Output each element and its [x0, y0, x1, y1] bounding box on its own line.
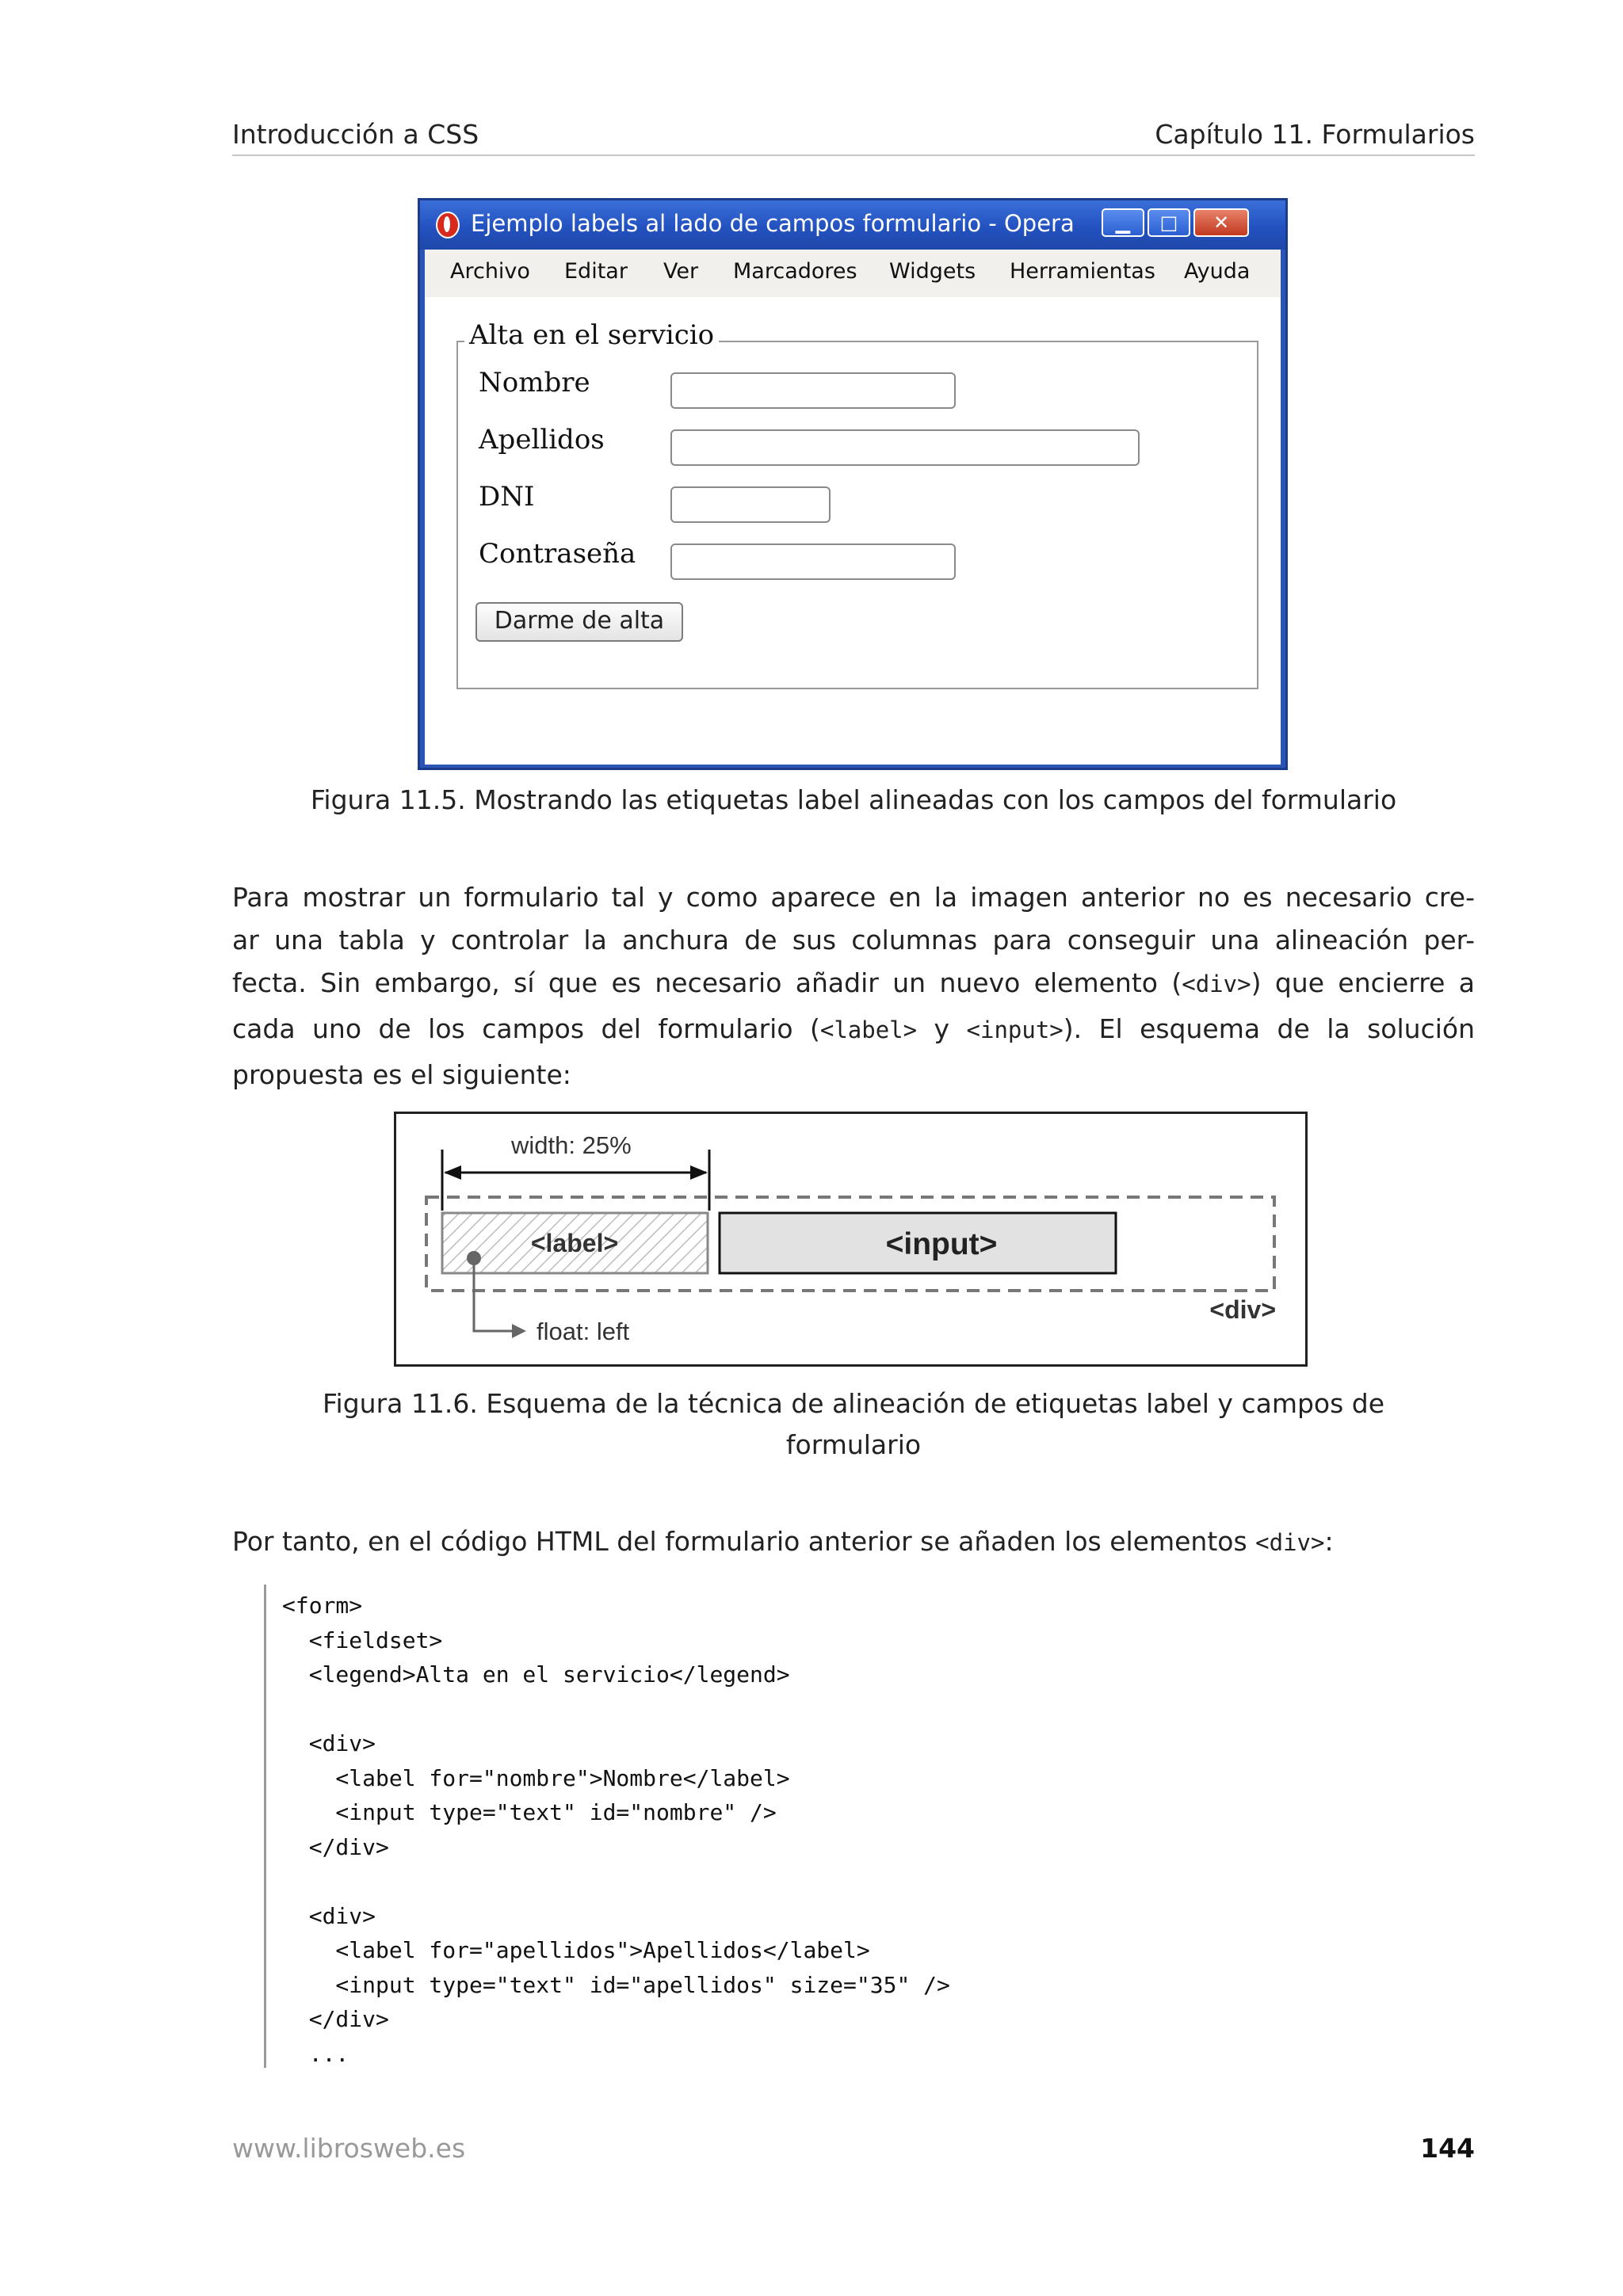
- float-label: float: left: [537, 1318, 630, 1345]
- menu-archivo[interactable]: Archivo: [450, 259, 530, 284]
- menu-marcadores[interactable]: Marcadores: [733, 259, 857, 284]
- label-box-text: <label>: [530, 1229, 619, 1257]
- label-contrasena: Contraseña: [479, 538, 636, 570]
- opera-window-figure: [418, 198, 1288, 770]
- text-run: Por tanto, en el código HTML del formulario anterior se añaden los elementos: [232, 1526, 1256, 1557]
- header-divider: [232, 154, 1475, 156]
- input-apellidos[interactable]: [670, 429, 1140, 466]
- input-contrasena[interactable]: [670, 543, 956, 580]
- figure-11-6-caption-line1: Figura 11.6. Esquema de la técnica de alineación de etiquetas label y campos de: [322, 1388, 1385, 1419]
- code-line: [282, 1864, 950, 1899]
- paragraph-line: Para mostrar un formulario tal y como aparece en la imagen anterior no es necesario cre-: [232, 882, 1475, 913]
- text-run: cada uno de los campos del formulario (: [232, 1013, 820, 1044]
- code-line: <input type="text" id="apellidos" size="35" />: [282, 1971, 950, 1998]
- text-run: y: [917, 1013, 967, 1044]
- code-line: ...: [282, 2040, 349, 2067]
- text-run: ). El esquema de la solución: [1063, 1013, 1475, 1044]
- code-line: <form>: [282, 1592, 363, 1619]
- label-apellidos: Apellidos: [479, 424, 605, 456]
- code-line: <fieldset>: [282, 1627, 443, 1653]
- inline-code: <input>: [966, 1016, 1064, 1043]
- text-run: :: [1324, 1526, 1334, 1557]
- body-paragraph-1: [232, 876, 1475, 1097]
- close-icon[interactable]: ✕: [1193, 208, 1249, 237]
- float-arrow-head-icon: [512, 1324, 526, 1338]
- page-viewport: [425, 297, 1281, 765]
- inline-code: <label>: [819, 1016, 918, 1043]
- arrow-head-right-icon: [690, 1165, 708, 1180]
- running-header-right: Capítulo 11. Formularios: [1155, 119, 1475, 150]
- arrow-head-left-icon: [444, 1165, 461, 1180]
- code-line: </div>: [282, 2006, 389, 2032]
- width-label: width: 25%: [511, 1131, 632, 1159]
- paragraph-line: [232, 1008, 1475, 1051]
- code-line: </div>: [282, 1833, 389, 1860]
- body-paragraph-2: [232, 1526, 1334, 1557]
- figure-11-5-caption: Figura 11.5. Mostrando las etiquetas label alineadas con los campos del formulario: [310, 784, 1397, 815]
- paragraph-line: [232, 962, 1475, 1005]
- paragraph-line: propuesta es el siguiente:: [232, 1059, 571, 1090]
- inline-code: <div>: [1182, 971, 1251, 997]
- window-title: Ejemplo labels al lado de campos formulario - Opera: [471, 210, 1075, 237]
- footer-site-link[interactable]: www.librosweb.es: [232, 2133, 466, 2164]
- running-header-left: Introducción a CSS: [232, 119, 479, 150]
- menu-ayuda[interactable]: Ayuda: [1184, 259, 1251, 284]
- figure-11-6-caption-line2: formulario: [785, 1429, 922, 1460]
- text-run: ) que encierre a: [1251, 967, 1475, 998]
- fieldset-legend: Alta en el servicio: [464, 319, 719, 351]
- window-title-bar: [420, 200, 1285, 250]
- label-nombre: Nombre: [479, 367, 590, 399]
- opera-logo-icon: [436, 212, 460, 238]
- code-line: <div>: [282, 1730, 376, 1756]
- input-nombre[interactable]: [670, 372, 956, 409]
- input-dni[interactable]: [670, 486, 831, 523]
- input-box-text: <input>: [885, 1227, 998, 1261]
- menu-editar[interactable]: Editar: [564, 259, 628, 284]
- code-block: [282, 1589, 950, 2071]
- code-line: <div>: [282, 1902, 376, 1929]
- menu-widgets[interactable]: Widgets: [889, 259, 976, 284]
- menu-herramientas[interactable]: Herramientas: [1010, 259, 1155, 284]
- menu-ver[interactable]: Ver: [663, 259, 699, 284]
- div-label: <div>: [1209, 1295, 1276, 1324]
- float-layout-diagram: [394, 1112, 1308, 1367]
- code-line: <label for="apellidos">Apellidos</label>: [282, 1937, 870, 1963]
- label-dni: DNI: [479, 481, 535, 513]
- code-line: <legend>Alta en el servicio</legend>: [282, 1661, 790, 1688]
- text-run: fecta. Sin embargo, sí que es necesario añadir un nuevo elemento (: [232, 967, 1182, 998]
- menu-bar: [425, 250, 1281, 297]
- inline-code: <div>: [1255, 1529, 1325, 1556]
- code-line: [282, 1692, 950, 1727]
- maximize-icon[interactable]: □: [1148, 208, 1190, 237]
- paragraph-line: ar una tabla y controlar la anchura de sus columnas para conseguir una alineación per-: [232, 925, 1475, 955]
- submit-button[interactable]: Darme de alta: [475, 602, 683, 642]
- page-number: 144: [1420, 2133, 1475, 2164]
- code-line: <input type="text" id="nombre" />: [282, 1799, 777, 1825]
- code-block-rule: [264, 1585, 266, 2068]
- code-line: <label for="nombre">Nombre</label>: [282, 1764, 790, 1791]
- diagram-svg: [396, 1114, 1305, 1364]
- minimize-icon[interactable]: ▁: [1102, 208, 1144, 237]
